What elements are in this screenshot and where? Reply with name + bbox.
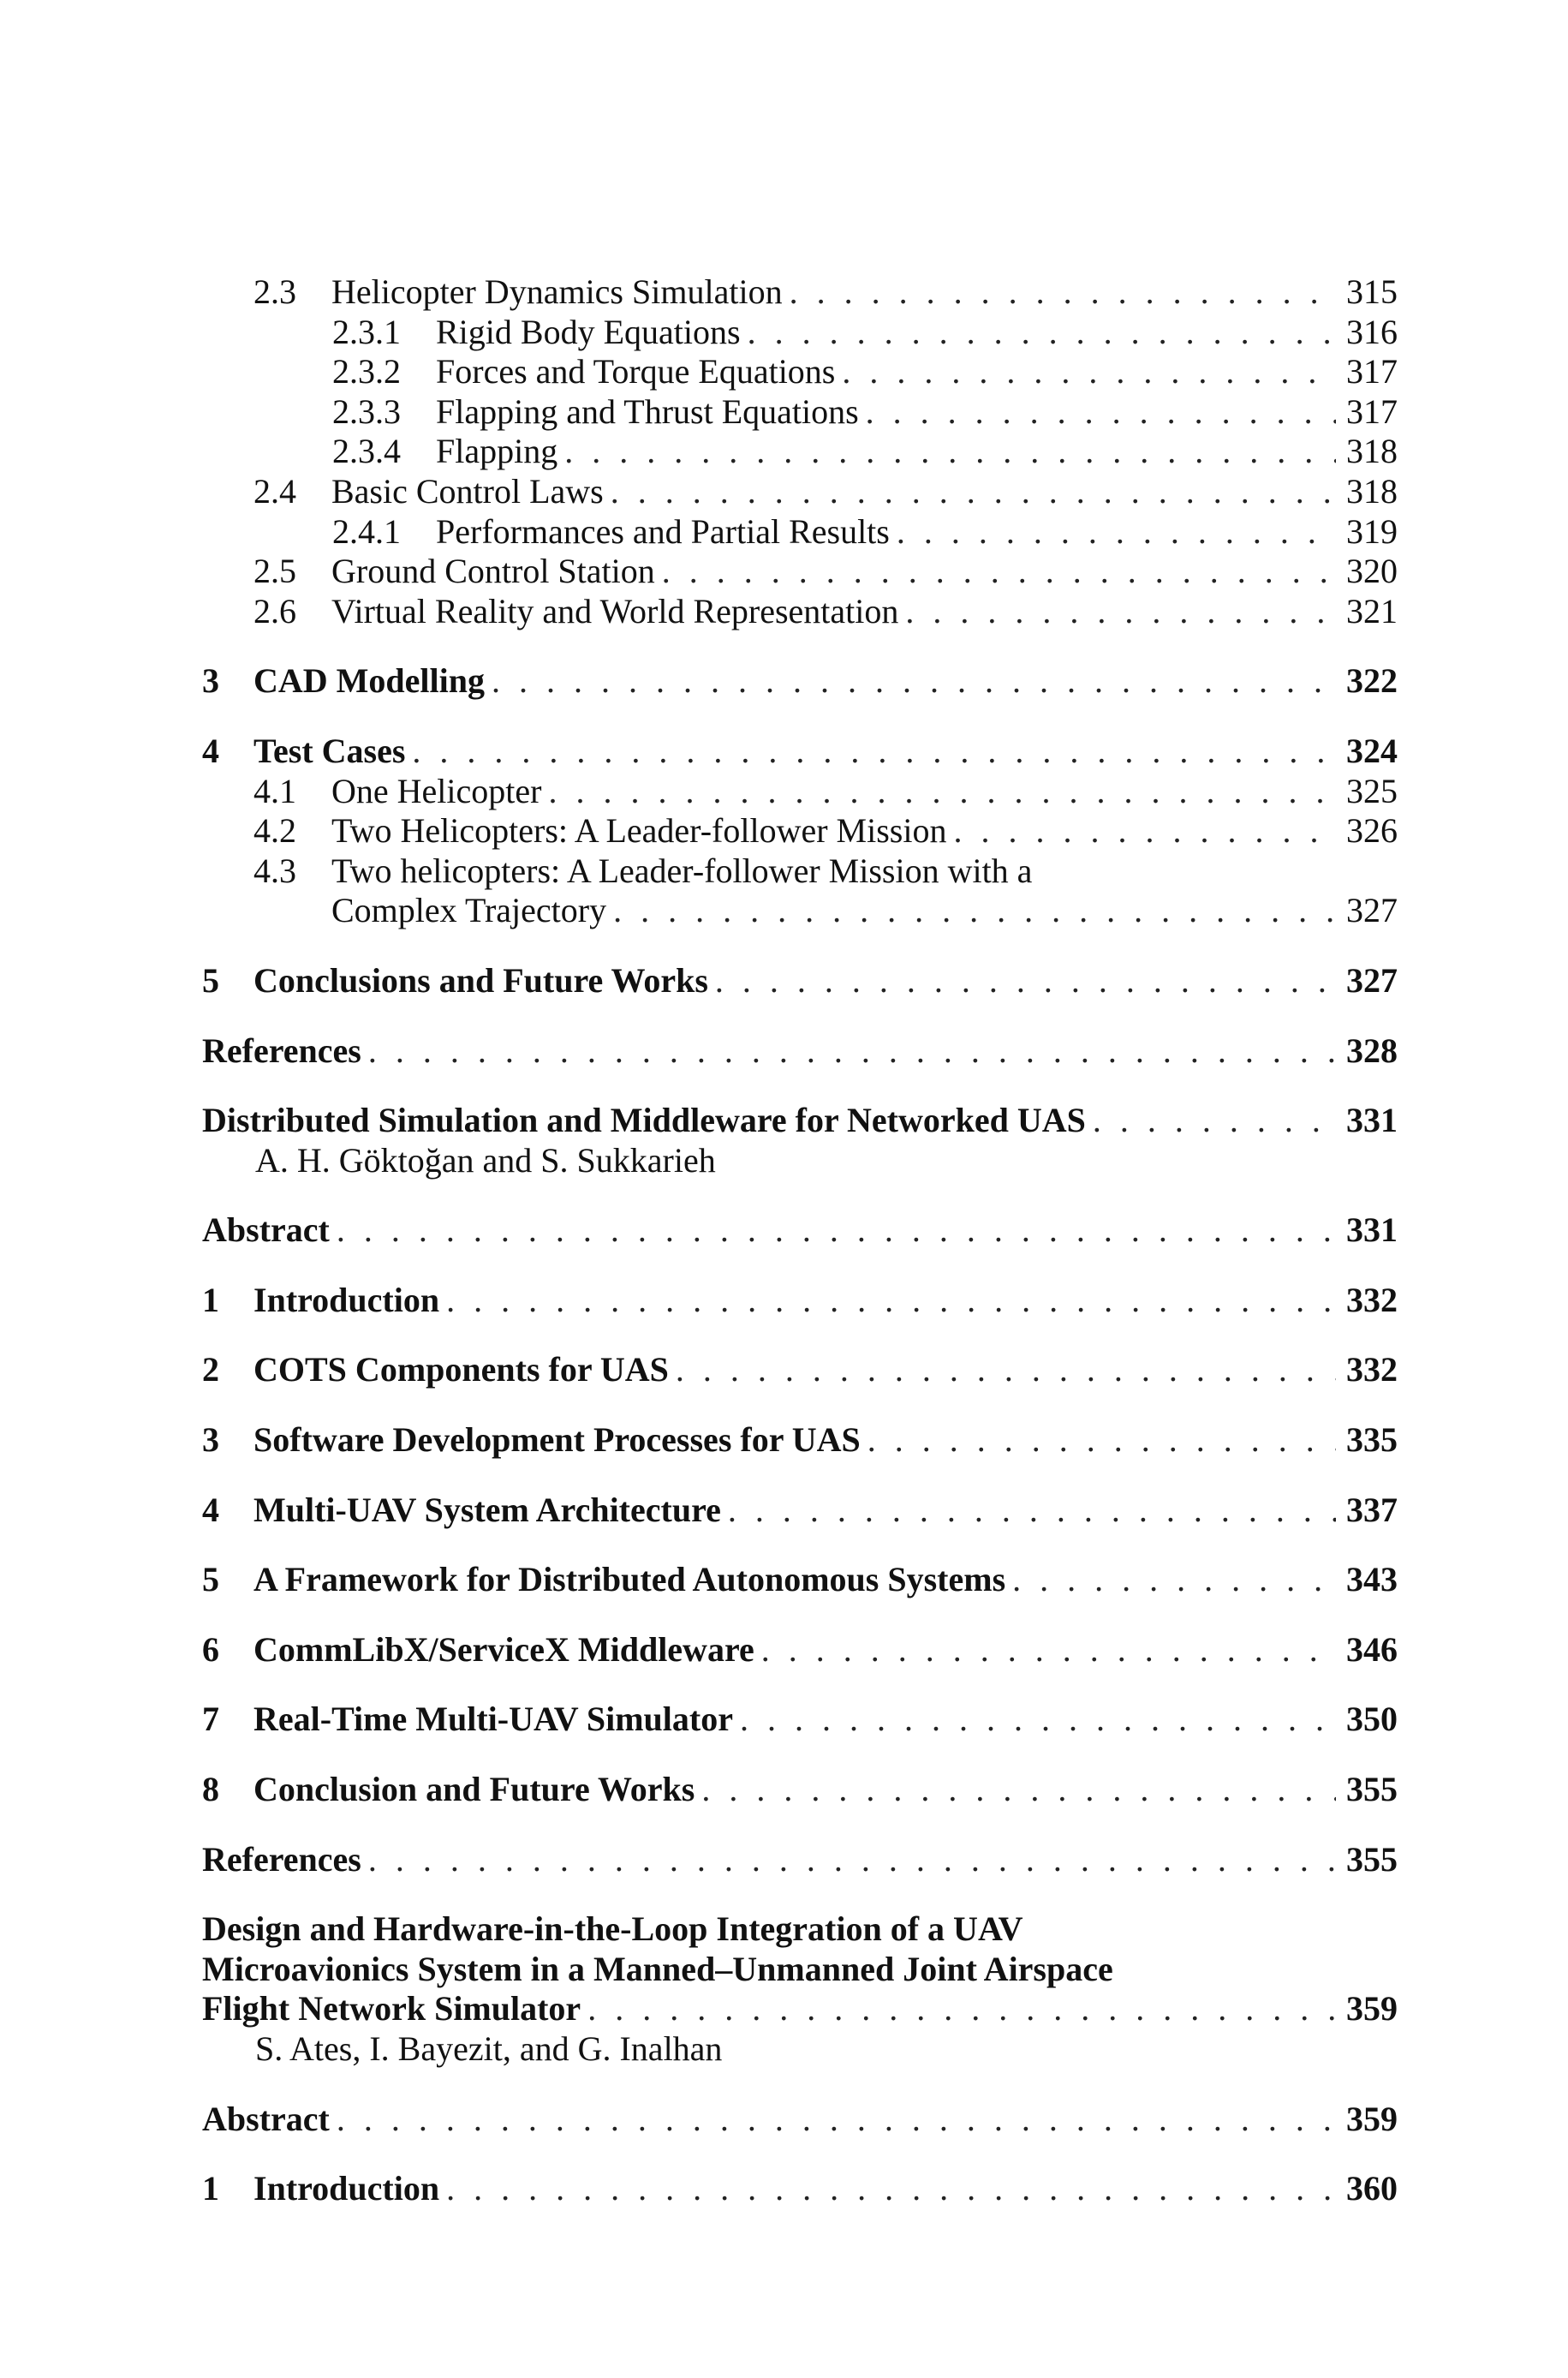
toc-entry-title: Virtual Reality and World Representation (331, 591, 899, 630)
toc-section-entry[interactable] (202, 1770, 1398, 1810)
toc-entry-page: 343 (1346, 1560, 1398, 1599)
toc-entry-page: 327 (1346, 960, 1398, 1000)
toc-section-entry[interactable] (202, 1350, 1398, 1390)
toc-entry-title: Conclusions and Future Works (253, 960, 708, 1000)
toc-entry-page: 317 (1346, 352, 1398, 391)
toc-entry-page: 318 (1346, 432, 1398, 471)
dot-leader (748, 313, 1336, 353)
toc-section-entry[interactable] (202, 1700, 1398, 1740)
toc-section-entry[interactable] (202, 661, 1398, 702)
toc-entry-title: A Framework for Distributed Autonomous Systems (253, 1560, 1006, 1599)
toc-entry-page: 355 (1346, 1770, 1398, 1809)
toc-entry-title: Real-Time Multi-UAV Simulator (253, 1700, 733, 1739)
toc-entry-title: Flapping (436, 432, 558, 471)
toc-entry-page: 332 (1346, 1280, 1398, 1319)
toc-entry-number: 4 (202, 1490, 219, 1529)
dot-leader (564, 432, 1336, 472)
toc-entry-number: 2.4 (253, 471, 296, 511)
toc-entry-title: References (202, 1031, 361, 1070)
toc-entry-page: 321 (1346, 591, 1398, 630)
toc-entry-page: 317 (1346, 391, 1398, 431)
toc-entry-page: 322 (1346, 661, 1398, 701)
chapter-title: Design and Hardware-in-the-Loop Integration of a UAV (202, 1909, 1023, 1949)
toc-entry-number: 2.4.1 (332, 511, 401, 551)
toc-references-entry[interactable] (202, 1031, 1398, 1072)
toc-entry-number: 5 (202, 960, 219, 1000)
dot-leader (740, 1700, 1336, 1740)
dot-leader (446, 1281, 1336, 1321)
dot-leader (715, 961, 1336, 1001)
dot-leader (446, 2169, 1336, 2209)
dot-leader (662, 552, 1336, 592)
toc-entry-number: 1 (202, 1280, 219, 1319)
dot-leader (790, 272, 1336, 313)
toc-entry-page: 316 (1346, 312, 1398, 351)
toc-entry-title: Performances and Partial Results (436, 511, 890, 551)
toc-entry[interactable] (202, 392, 1398, 433)
toc-chapter-entry[interactable] (202, 1909, 1398, 2069)
toc-entry-number: 6 (202, 1629, 219, 1669)
toc-entry-page: 328 (1346, 1031, 1398, 1070)
toc-entry-title: Ground Control Station (331, 552, 655, 591)
toc-entry-title-continued: Complex Trajectory (331, 891, 607, 930)
toc-entry-page: 360 (1346, 2169, 1398, 2208)
toc-section-entry[interactable] (202, 1281, 1398, 1321)
dot-leader (587, 1989, 1336, 2029)
toc-entry-number: 1 (202, 2169, 219, 2208)
toc-entry-title: CAD Modelling (253, 661, 485, 701)
dot-leader (866, 392, 1336, 433)
dot-leader (676, 1350, 1336, 1390)
toc-entry-title: One Helicopter (331, 771, 542, 810)
dot-leader (728, 1491, 1336, 1531)
chapter-authors: S. Ates, I. Bayezit, and G. Inalhan (255, 2029, 723, 2068)
toc-entry[interactable] (202, 811, 1398, 851)
toc-entry-title: Introduction (253, 1280, 440, 1319)
toc-entry-page: 319 (1346, 511, 1398, 551)
toc-section-entry[interactable] (202, 1491, 1398, 1531)
dot-leader (337, 1210, 1336, 1251)
dot-leader (492, 661, 1336, 702)
chapter-title: Distributed Simulation and Middleware for Networked UAS (202, 1101, 1086, 1140)
table-of-contents (202, 272, 1398, 2209)
toc-section-entry[interactable] (202, 1630, 1398, 1670)
toc-entry-page: 327 (1346, 891, 1398, 930)
toc-entry-title: Flapping and Thrust Equations (436, 391, 859, 431)
toc-entry-number: 4.2 (253, 811, 296, 851)
toc-section-entry[interactable] (202, 2169, 1398, 2209)
toc-entry-title: Basic Control Laws (331, 471, 604, 511)
toc-entry[interactable] (202, 272, 1398, 313)
toc-entry-number: 7 (202, 1700, 219, 1739)
toc-abstract-entry[interactable] (202, 1210, 1398, 1251)
chapter-authors: A. H. Göktoğan and S. Sukkarieh (255, 1140, 716, 1180)
dot-leader (897, 512, 1336, 553)
toc-section-entry[interactable] (202, 1420, 1398, 1461)
toc-entry-title: Introduction (253, 2169, 440, 2208)
toc-abstract-entry[interactable] (202, 2100, 1398, 2140)
dot-leader (842, 352, 1336, 392)
toc-entry-page: 355 (1346, 1839, 1398, 1879)
toc-entry-number: 4.3 (253, 851, 296, 890)
toc-entry-number: 2.3.3 (332, 391, 401, 431)
toc-entry-title: COTS Components for UAS (253, 1350, 669, 1389)
toc-entry-page: 315 (1346, 272, 1398, 311)
toc-entry-title: Two Helicopters: A Leader-follower Mission (331, 811, 947, 851)
toc-entry-number: 3 (202, 1420, 219, 1460)
toc-entry[interactable] (202, 352, 1398, 392)
toc-entry-page: 359 (1346, 1989, 1398, 2028)
toc-entry-page: 337 (1346, 1490, 1398, 1529)
toc-section-entry[interactable] (202, 961, 1398, 1001)
toc-entry-page: 359 (1346, 2099, 1398, 2138)
toc-entry-page: 346 (1346, 1629, 1398, 1669)
dot-leader (368, 1840, 1336, 1880)
toc-entry-title: Conclusion and Future Works (253, 1770, 695, 1809)
toc-entry-number: 4.1 (253, 771, 296, 810)
toc-entry-title: Test Cases (253, 731, 406, 770)
toc-entry[interactable] (202, 432, 1398, 472)
toc-entry[interactable] (202, 313, 1398, 353)
dot-leader (548, 772, 1336, 812)
toc-entry-title: Rigid Body Equations (436, 312, 741, 351)
toc-entry-number: 8 (202, 1770, 219, 1809)
toc-entry-number: 2.5 (253, 552, 296, 591)
dot-leader (761, 1630, 1336, 1670)
toc-entry-number: 2.6 (253, 591, 296, 630)
dot-leader (1012, 1560, 1336, 1600)
toc-entry[interactable] (202, 472, 1398, 512)
toc-entry-title: Helicopter Dynamics Simulation (331, 272, 783, 311)
toc-entry-number: 2.3.2 (332, 352, 401, 391)
toc-entry-page: 335 (1346, 1420, 1398, 1460)
toc-entry-page: 332 (1346, 1350, 1398, 1389)
toc-entry-page: 331 (1346, 1210, 1398, 1250)
toc-entry[interactable] (202, 512, 1398, 553)
toc-entry-number: 2.3 (253, 272, 296, 311)
toc-entry-number: 2 (202, 1350, 219, 1389)
toc-entry[interactable] (202, 592, 1398, 632)
toc-entry-page: 320 (1346, 552, 1398, 591)
toc-section-entry[interactable] (202, 1560, 1398, 1600)
toc-entry-title: Abstract (202, 1210, 330, 1250)
toc-entry-page: 350 (1346, 1700, 1398, 1739)
toc-entry-page: 318 (1346, 471, 1398, 511)
dot-leader (611, 472, 1336, 512)
toc-entry-title: References (202, 1839, 361, 1879)
toc-entry-page: 331 (1346, 1101, 1398, 1140)
chapter-title-continued: Flight Network Simulator (202, 1989, 581, 2028)
toc-entry-title: Forces and Torque Equations (436, 352, 836, 391)
toc-references-entry[interactable] (202, 1840, 1398, 1880)
toc-entry[interactable] (202, 851, 1398, 931)
dot-leader (953, 811, 1336, 851)
toc-entry-page: 325 (1346, 771, 1398, 810)
chapter-title-continued: Microavionics System in a Manned–Unmanned Joint Airspace (202, 1949, 1113, 1988)
dot-leader (905, 592, 1336, 632)
toc-entry-title: Software Development Processes for UAS (253, 1420, 861, 1460)
toc-entry-number: 3 (202, 661, 219, 701)
toc-entry-title: CommLibX/ServiceX Middleware (253, 1629, 754, 1669)
dot-leader (1093, 1101, 1336, 1141)
toc-entry[interactable] (202, 772, 1398, 812)
dot-leader (867, 1420, 1336, 1461)
toc-entry-title: Two helicopters: A Leader-follower Mission with a (331, 851, 1033, 890)
dot-leader (337, 2100, 1336, 2140)
toc-entry[interactable] (202, 552, 1398, 592)
toc-entry-title: Abstract (202, 2099, 330, 2138)
toc-entry-page: 326 (1346, 811, 1398, 851)
toc-chapter-entry[interactable] (202, 1101, 1398, 1180)
dot-leader (613, 891, 1336, 931)
toc-entry-number: 2.3.1 (332, 312, 401, 351)
dot-leader (368, 1031, 1336, 1072)
toc-entry-number: 5 (202, 1560, 219, 1599)
toc-entry-number: 4 (202, 731, 219, 770)
dot-leader (701, 1770, 1336, 1810)
dot-leader (412, 732, 1336, 772)
toc-entry-number: 2.3.4 (332, 432, 401, 471)
toc-entry-page: 324 (1346, 731, 1398, 770)
toc-entry-title: Multi-UAV System Architecture (253, 1490, 721, 1529)
toc-section-entry[interactable] (202, 732, 1398, 772)
